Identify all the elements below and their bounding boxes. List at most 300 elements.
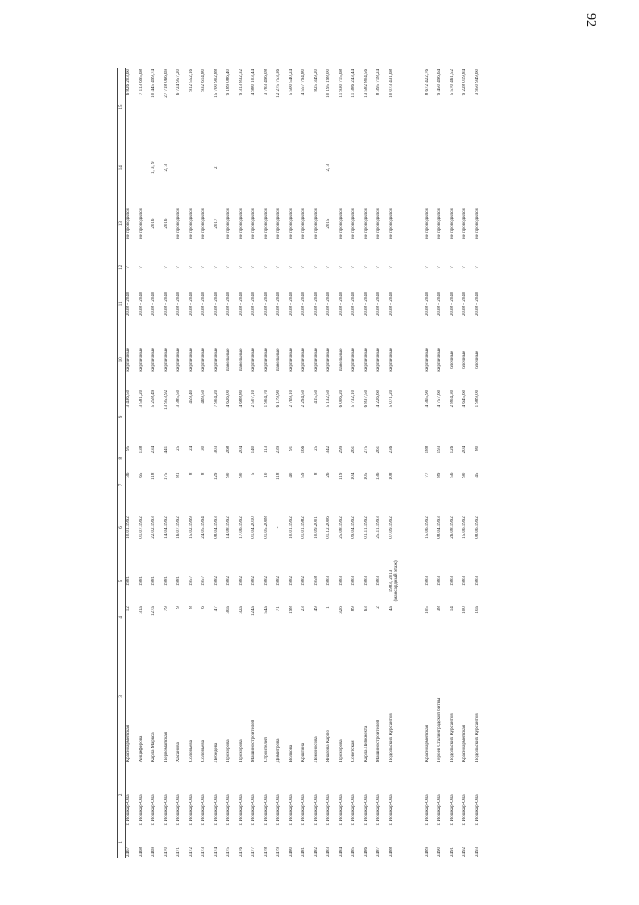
table-row	[176, 68, 189, 858]
cell-col-7: 40	[288, 472, 294, 478]
cell-col-11: 2038 - 2040	[351, 291, 357, 316]
cell-col-9: 1 989,00	[474, 389, 480, 408]
cell-col-11: 2038 - 2040	[126, 291, 132, 316]
cell-col-15: 6 724 957,20	[176, 69, 182, 96]
cell-col-6: 15.06.1992	[462, 516, 468, 539]
cell-col-12: 7	[138, 266, 144, 269]
cell-col-2: г. Йошкар-Ола	[449, 794, 455, 826]
cell-col-14	[139, 146, 152, 190]
cell-col-12: 7	[163, 266, 169, 269]
cell-col-2: г. Йошкар-Ола	[138, 794, 144, 826]
cell-col-5: 1983	[326, 575, 332, 586]
cell-col-10: блочные	[474, 350, 480, 369]
cell-col-5: 1957	[201, 575, 207, 586]
spacer-cell	[417, 826, 425, 858]
cell-col-12: 7	[338, 266, 344, 269]
cell-col-1: 2474	[213, 847, 219, 857]
cell-col-8: 188	[424, 445, 430, 454]
cell-col-3: Героев Сталинградской битвы	[437, 697, 443, 763]
cell-col-6: 16.07.1992	[176, 516, 182, 539]
cell-col-6: 01.11.1992	[363, 516, 369, 539]
cell-col-7: 56	[449, 472, 455, 478]
cell-col-7: 129	[213, 472, 219, 481]
cell-col-12: 7	[238, 266, 244, 269]
cell-col-8: 303	[213, 445, 219, 454]
cell-col-11: 2038 - 2040	[238, 291, 244, 316]
cell-col-10: кирпичные	[288, 347, 294, 372]
cell-col-14	[364, 146, 377, 190]
cell-col-6: 01.07.1992	[138, 516, 144, 539]
cell-col-4: 124а	[251, 606, 257, 616]
cell-col-15: 8 395 718,24	[376, 69, 382, 96]
cell-col-8: 138	[138, 445, 144, 454]
cell-col-12: 7	[388, 266, 394, 269]
table-row	[239, 68, 252, 858]
cell-col-9: 3 436,50	[126, 389, 132, 408]
cell-col-8: 113	[263, 445, 269, 454]
cell-col-9: 5 258,49	[151, 389, 157, 408]
cell-col-6: 08.04.1993	[213, 516, 219, 539]
cell-col-13: не проводился	[376, 208, 382, 240]
cell-col-11: 2038 - 2040	[437, 291, 443, 316]
cell-col-7: 77	[424, 472, 430, 478]
cell-col-7: 90	[238, 472, 244, 478]
cell-col-6: 09.04.1992	[351, 516, 357, 539]
cell-col-12: 7	[449, 266, 455, 269]
cell-col-2: г. Йошкар-Ола	[376, 794, 382, 826]
column-number-5: 5	[118, 557, 126, 606]
spacer-cell	[417, 498, 425, 556]
cell-col-6: 01.04.2010	[251, 516, 257, 539]
cell-col-1: 2492	[462, 847, 468, 857]
cell-col-11: 2038 - 2040	[424, 291, 430, 316]
cell-col-13: 2017	[213, 218, 219, 229]
spacer-cell	[417, 557, 425, 606]
cell-col-3: Яналова Карпо	[326, 730, 332, 763]
cell-col-4: 6	[201, 606, 207, 609]
cell-col-4: 32б	[338, 606, 344, 614]
cell-col-15: 5 500 540,24	[288, 69, 294, 96]
cell-col-13: не проводился	[301, 208, 307, 240]
cell-col-14	[176, 146, 189, 190]
cell-col-11: 2038 - 2040	[326, 291, 332, 316]
cell-col-7: 175	[163, 472, 169, 481]
column-number-2: 2	[118, 763, 126, 826]
spacer-cell	[417, 472, 425, 499]
cell-col-15: 4 980 103,44	[251, 69, 257, 96]
column-number-15: 15	[118, 68, 126, 146]
cell-col-11: 2038 - 2040	[251, 291, 257, 316]
cell-col-3: Подольских Курсантов	[474, 713, 480, 763]
cell-col-13: не проводился	[338, 208, 344, 240]
table-row	[301, 68, 314, 858]
page-number: 92	[583, 13, 598, 27]
cell-col-4: 100	[462, 606, 468, 614]
cell-col-9: 6 837,50	[363, 389, 369, 408]
cell-col-8: 261	[376, 445, 382, 454]
cell-col-7: 118	[151, 472, 157, 480]
spacer-cell	[417, 190, 425, 258]
cell-col-9: 415,50	[313, 389, 319, 404]
cell-col-7: 10	[263, 472, 269, 478]
cell-col-13: не проводился	[462, 208, 468, 240]
table-row	[264, 68, 277, 858]
cell-col-14: 2, 3	[163, 164, 169, 172]
cell-col-12: 7	[213, 266, 219, 269]
cell-col-14	[226, 146, 239, 190]
cell-col-13: не проводился	[188, 208, 194, 240]
cell-col-8: 441	[163, 445, 169, 454]
cell-col-4: 38	[437, 606, 443, 612]
table-row	[139, 68, 152, 858]
cell-col-1: 2482	[313, 847, 319, 857]
cell-col-12: 7	[462, 266, 468, 269]
cell-col-3: Строителей	[263, 737, 269, 763]
cell-col-5: 1981	[138, 575, 144, 586]
cell-col-11: 2038 - 2040	[138, 291, 144, 316]
cell-col-5: 1957	[188, 575, 194, 586]
cell-col-9: 2 769,10	[288, 389, 294, 408]
cell-col-9: 4 626,00	[226, 389, 232, 408]
cell-col-7: 89	[437, 472, 443, 478]
cell-col-4: 89	[351, 606, 357, 612]
cell-col-7: 90	[462, 472, 468, 478]
cell-col-3: Кршгина	[301, 742, 307, 763]
cell-col-9: 3 581,20	[138, 389, 144, 408]
cell-col-3: Первомайская	[163, 732, 169, 763]
cell-col-12: 7	[424, 266, 430, 269]
cell-col-8: 126	[449, 445, 455, 454]
cell-col-10: кирпичные	[138, 347, 144, 372]
cell-col-6: 01.12.2006	[326, 516, 332, 539]
cell-col-2: г. Йошкар-Ола	[474, 794, 480, 826]
cell-col-14	[339, 146, 352, 190]
cell-col-2: г. Йошкар-Ола	[313, 794, 319, 826]
table-row	[151, 68, 164, 858]
table-row	[339, 68, 352, 858]
cell-col-3: Хасанова	[176, 742, 182, 763]
cell-col-15: 10 073 431,68	[388, 69, 394, 98]
column-number-3: 3	[118, 630, 126, 764]
cell-col-3: Прохорова	[226, 739, 232, 763]
cell-col-1: 2470	[163, 847, 169, 857]
cell-col-9: 4 365,90	[424, 389, 430, 408]
cell-col-2: г. Йошкар-Ола	[276, 794, 282, 826]
cell-col-9: 469,50	[201, 389, 207, 404]
cell-col-2: г. Йошкар-Ола	[351, 794, 357, 826]
cell-col-9: 2 804,30	[449, 389, 455, 408]
cell-col-15: 932 614,80	[201, 69, 207, 92]
column-number-14: 14	[118, 146, 126, 190]
cell-col-6: 01.01.1982	[301, 516, 307, 539]
cell-col-13: не проводился	[138, 208, 144, 240]
cell-col-6: 01.05.2008	[263, 516, 269, 539]
cell-col-4: 71	[276, 606, 282, 612]
cell-col-3: Соловьева	[201, 740, 207, 763]
cell-col-8: 268	[226, 445, 232, 454]
spacer-cell	[417, 277, 425, 330]
cell-col-2: г. Йошкар-Ола	[326, 794, 332, 826]
cell-col-15: 13 582 804,56	[363, 69, 369, 98]
cell-col-7: 65	[138, 472, 144, 478]
cell-col-2: г. Йошкар-Ола	[301, 794, 307, 826]
cell-col-14	[450, 146, 463, 190]
cell-col-6: 08.04.1993	[437, 516, 443, 539]
cell-col-15: 4 557 794,80	[301, 69, 307, 96]
cell-col-4: 9	[176, 606, 182, 609]
cell-col-8: 95	[126, 445, 132, 451]
cell-col-5: 1958	[313, 575, 319, 586]
cell-col-15: 6 826 203,60	[126, 69, 132, 96]
cell-col-1: 2481	[301, 847, 307, 857]
cell-col-10: кирпичные	[126, 347, 132, 372]
cell-col-13: не проводился	[226, 208, 232, 240]
cell-col-7: 26	[326, 472, 332, 478]
row-spacer	[417, 68, 425, 858]
cell-col-8: 275	[363, 445, 369, 454]
cell-col-9: 2 507,10	[251, 389, 257, 408]
cell-col-12: 7	[251, 266, 257, 269]
cell-col-10: панельные	[226, 348, 232, 372]
cell-col-3: Машиностроителей	[376, 719, 382, 763]
cell-col-2: г. Йошкар-Ола	[338, 794, 344, 826]
cell-col-11: 2038 - 2040	[288, 291, 294, 316]
cell-col-4: 8	[188, 606, 194, 609]
column-number-8: 8	[118, 445, 126, 472]
cell-col-10: кирпичные	[313, 347, 319, 372]
cell-col-11: 2038 - 2040	[376, 291, 382, 316]
cell-col-5: 1983	[449, 575, 455, 586]
cell-col-8: 25	[313, 445, 319, 451]
cell-col-8: 166	[301, 445, 307, 454]
cell-col-7: 104	[351, 472, 357, 481]
cell-col-13: 2016	[151, 218, 157, 229]
cell-col-10: кирпичные	[163, 347, 169, 372]
cell-col-8: 342	[326, 445, 332, 454]
cell-col-3: Димитрова	[276, 738, 282, 763]
cell-col-15: 8 672 422,76	[424, 69, 430, 96]
column-number-7: 7	[118, 472, 126, 499]
cell-col-12: 7	[263, 266, 269, 269]
cell-col-14	[389, 146, 417, 190]
column-number-row	[118, 68, 126, 858]
cell-col-6: 17.06.1992	[238, 516, 244, 539]
cell-col-7: 118	[276, 472, 282, 480]
table-row	[189, 68, 202, 858]
cell-col-15: 27 718 066,69	[163, 69, 169, 98]
cell-col-12: 7	[126, 266, 132, 269]
cell-col-13: не проводился	[126, 208, 132, 240]
table-row	[201, 68, 214, 858]
cell-col-11: 2038 - 2040	[363, 291, 369, 316]
cell-col-12: 7	[437, 266, 443, 269]
cell-col-2: г. Йошкар-Ола	[188, 794, 194, 826]
spacer-cell	[417, 605, 425, 629]
cell-col-6: 07.09.1992	[388, 516, 394, 539]
cell-col-6: 10.01.1992	[126, 516, 132, 539]
cell-col-12: 7	[226, 266, 232, 269]
cell-col-3: Волкова	[288, 744, 294, 763]
cell-col-2: г. Йошкар-Ола	[388, 794, 394, 826]
cell-col-3: Соловьева	[188, 740, 194, 763]
cell-col-7: 8	[188, 472, 194, 476]
cell-col-5: 1982	[238, 575, 244, 586]
table-row	[351, 68, 364, 858]
cell-col-7: 119	[338, 472, 344, 480]
cell-col-4: 49	[313, 606, 319, 612]
rotated-table-container	[117, 68, 542, 858]
spacer-cell	[417, 389, 425, 445]
cell-col-3: Красноармейская	[462, 724, 468, 763]
cell-col-5: 1983	[338, 575, 344, 586]
cell-col-8: 193	[437, 445, 443, 454]
table-row	[289, 68, 302, 858]
cell-col-6: 10.09.2001	[313, 516, 319, 539]
cell-col-8: 239	[276, 445, 282, 454]
cell-col-11: 2038 - 2040	[338, 291, 344, 316]
cell-col-12: 7	[201, 266, 207, 269]
cell-col-10: блочные	[449, 350, 455, 369]
cell-col-7: 105	[363, 472, 369, 481]
cell-col-8: 91	[288, 445, 294, 451]
cell-col-12: 7	[288, 266, 294, 269]
cell-col-13: не проводился	[238, 208, 244, 240]
spacer-cell	[417, 331, 425, 389]
cell-col-4: 63	[363, 606, 369, 612]
cell-col-4: 79	[163, 606, 169, 612]
cell-col-15: 5 570 461,52	[449, 69, 455, 96]
cell-col-2: г. Йошкар-Ола	[201, 794, 207, 826]
cell-col-5: 1983	[474, 575, 480, 586]
cell-col-5: 1981	[163, 575, 169, 586]
cell-col-14	[376, 146, 389, 190]
cell-col-12: 7	[351, 266, 357, 269]
cell-col-14	[276, 146, 289, 190]
cell-col-1: 2488	[388, 847, 394, 857]
cell-col-13: 2015	[326, 218, 332, 229]
cell-col-14	[251, 146, 264, 190]
cell-col-11: 2038 - 2040	[388, 291, 394, 316]
cell-col-2: г. Йошкар-Ола	[238, 794, 244, 826]
cell-col-11: 2038 - 2040	[313, 291, 319, 316]
cell-col-5: 1983, 2013 (мансардный этаж)	[388, 560, 399, 602]
table-row	[214, 68, 227, 858]
cell-col-9: 4 757,60	[437, 389, 443, 408]
cell-col-12: 7	[301, 266, 307, 269]
column-number-9: 9	[118, 389, 126, 445]
cell-col-12: 7	[474, 266, 480, 269]
table-row	[364, 68, 377, 858]
spacer-cell	[417, 146, 425, 190]
cell-col-4: 1	[326, 606, 332, 609]
cell-col-12: 7	[363, 266, 369, 269]
cell-col-5: 1983	[437, 575, 443, 586]
cell-col-1: 2493	[474, 847, 480, 857]
cell-col-15: 7 113 695,68	[138, 69, 144, 96]
cell-col-6: 14.04.1992	[163, 516, 169, 539]
cell-col-7: 108	[388, 472, 394, 481]
cell-col-1: 2477	[251, 847, 257, 857]
cell-col-12: 7	[376, 266, 382, 269]
cell-col-2: г. Йошкар-Ола	[176, 794, 182, 826]
cell-col-6: 25.11.1993	[376, 516, 382, 539]
cell-col-1: 2476	[238, 847, 244, 857]
cell-col-12: 7	[326, 266, 332, 269]
table-row	[462, 68, 475, 858]
cell-col-1: 2475	[226, 847, 232, 857]
cell-col-2: г. Йошкар-Ола	[462, 794, 468, 826]
column-number-4: 4	[118, 605, 126, 629]
cell-col-7: 45	[474, 472, 480, 478]
cell-col-1: 2471	[176, 847, 182, 857]
cell-col-10: кирпичные	[251, 347, 257, 372]
table-row	[314, 68, 327, 858]
cell-col-5: 1982	[263, 575, 269, 586]
cell-col-8: 261	[351, 445, 357, 454]
cell-col-11: 2038 - 2040	[163, 291, 169, 316]
cell-col-13: не проводился	[424, 208, 430, 240]
cell-col-4: 10а	[474, 606, 480, 614]
table-row	[326, 68, 339, 858]
cell-col-12: 7	[313, 266, 319, 269]
cell-col-10: кирпичные	[188, 347, 194, 372]
cell-col-10: кирпичные	[388, 347, 394, 372]
cell-col-11: 2038 - 2040	[201, 291, 207, 316]
cell-col-13: не проводился	[437, 208, 443, 240]
cell-col-5: 1981	[176, 575, 182, 586]
cell-col-3: Лебедева	[213, 742, 219, 763]
cell-col-9: 3 385,50	[176, 389, 182, 408]
table-row	[226, 68, 239, 858]
cell-col-9: 1 904,70	[263, 389, 269, 408]
housing-register-table	[117, 68, 487, 858]
cell-col-6: 24.05.1994	[201, 516, 207, 539]
cell-col-1: 2487	[376, 847, 382, 857]
spacer-cell	[417, 258, 425, 277]
cell-col-6: 25.08.1992	[338, 516, 344, 539]
cell-col-9: 13 953,92	[163, 389, 169, 410]
cell-col-9: 7 904,20	[213, 389, 219, 408]
cell-col-14	[314, 146, 327, 190]
cell-col-13: не проводился	[288, 208, 294, 240]
cell-col-13: не проводился	[276, 208, 282, 240]
cell-col-3: Подольских Курсантов	[388, 713, 394, 763]
cell-col-14	[351, 146, 364, 190]
cell-col-9: 5 732,10	[351, 389, 357, 408]
cell-col-14: 1, 3, 9	[151, 161, 157, 175]
cell-col-15: 11 930 715,68	[338, 69, 344, 98]
cell-col-9: 4 688,80	[238, 389, 244, 408]
cell-col-6: 15.06.1992	[424, 516, 430, 539]
cell-col-1: 2479	[276, 847, 282, 857]
cell-col-1: 2480	[288, 847, 294, 857]
cell-col-5: 1983	[462, 575, 468, 586]
cell-col-2: г. Йошкар-Ола	[151, 794, 157, 826]
cell-col-13: не проводился	[351, 208, 357, 240]
cell-col-2: г. Йошкар-Ола	[263, 794, 269, 826]
cell-col-15: 11 386 243,44	[351, 69, 357, 98]
cell-col-1: 2467	[126, 847, 132, 857]
table-row	[389, 68, 417, 858]
cell-col-10: блочные	[462, 350, 468, 369]
cell-col-9: 4 645,60	[462, 389, 468, 408]
cell-col-4: 4а	[388, 606, 394, 611]
cell-col-6: -	[276, 526, 282, 529]
cell-col-10: кирпичные	[151, 347, 157, 372]
cell-col-8: 24	[188, 445, 194, 451]
table-row	[251, 68, 264, 858]
cell-col-12: 7	[176, 266, 182, 269]
